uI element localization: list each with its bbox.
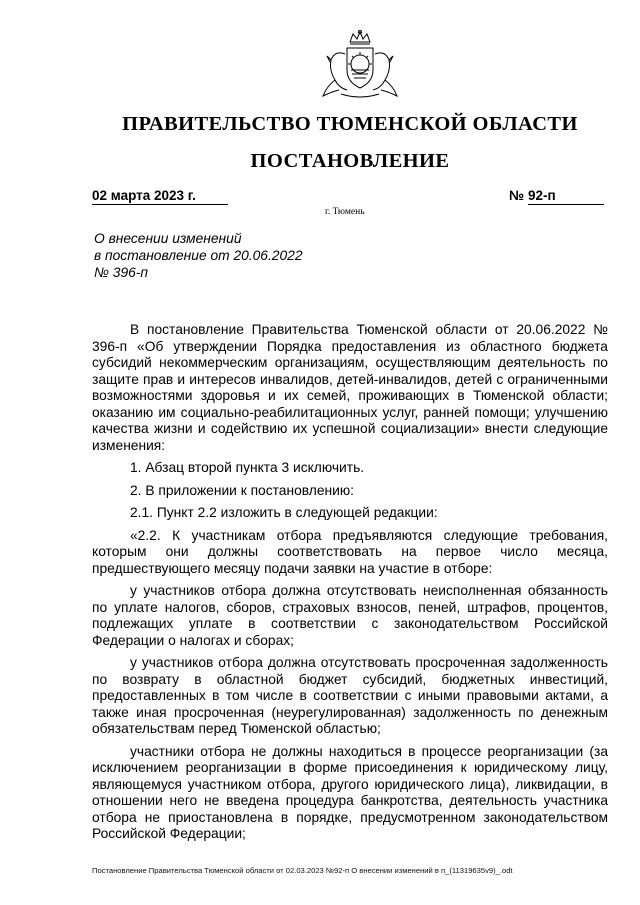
- body-paragraph: 2. В приложении к постановлению:: [130, 482, 355, 498]
- subject-line: № 396-п: [94, 265, 148, 280]
- subject-line: в постановление от 20.06.2022: [94, 248, 303, 263]
- body-paragraph: участники отбора не должны находиться в процессе реорганизации (за исключением реорганизации в форме присоединения к юридическому лицу, являющемуся участником отбора, другого юридического лица), ликвидации, в отношении него не введена процедура банкротства, деятельность участника отбора не приостановлена в порядке, предусмотренном законодательством Российской Федерации;: [92, 743, 608, 841]
- number-sign: №: [509, 188, 525, 203]
- body-paragraph: у участников отбора должна отсутствовать просроченная задолженность по возврату в областной бюджет субсидий, бюджетных инвестиций, предоставленных в том числе в соответствии с иными правовыми актами, а также иная просроченная (неурегулированная) задолженность по денежным обязательствам перед Тюменской областью;: [92, 655, 608, 736]
- document-date: 02 марта 2023 г.: [92, 188, 228, 205]
- subject-line: О внесении изменений: [94, 231, 242, 246]
- body-paragraph: 2.1. Пункт 2.2 изложить в следующей редакции:: [130, 505, 438, 520]
- body-paragraph: у участников отбора должна отсутствовать неисполненная обязанность по уплате налогов, сборов, страховых взносов, пеней, штрафов, процентов, подлежащих уплате в соответствии с законодательством Российской Федерации о налогах и сборах;: [92, 583, 608, 648]
- government-title: ПРАВИТЕЛЬСТВО ТЮМЕНСКОЙ ОБЛАСТИ: [122, 113, 578, 135]
- document-body: [92, 322, 608, 849]
- city: г. Тюмень: [325, 207, 365, 217]
- body-paragraph: В постановление Правительства Тюменской области от 20.06.2022 № 396-п «Об утверждении Порядка предоставления из областного бюджета субсидий некоммерческим организациям, осуществляющим деятельность по защите прав и интересов инвалидов, детей-инвалидов, детей с ограниченными возможностями здоровья и их семей, проживающих в Тюменской области; оказанию им социально-реабилитационных услуг, ранней помощи; улучшению качества жизни и содействию их успешной социализации» внести следующие изменения:: [92, 322, 608, 453]
- document-type: ПОСТАНОВЛЕНИЕ: [250, 150, 450, 172]
- page-footer: Постановление Правительства Тюменской области от 02.03.2023 №92-п О внесении изменений в п_(11319635v9)_.odt: [92, 866, 513, 875]
- body-paragraph: 1. Абзац второй пункта 3 исключить.: [130, 460, 365, 475]
- document-subject: [94, 230, 303, 281]
- coat-of-arms-icon: [317, 30, 403, 102]
- document-number: 92-п: [528, 188, 604, 205]
- body-paragraph: «2.2. К участникам отбора предъявляются следующие требования, которым они должны соответствовать на первое число месяца, предшествующего месяцу подачи заявки на участие в отборе:: [92, 527, 608, 576]
